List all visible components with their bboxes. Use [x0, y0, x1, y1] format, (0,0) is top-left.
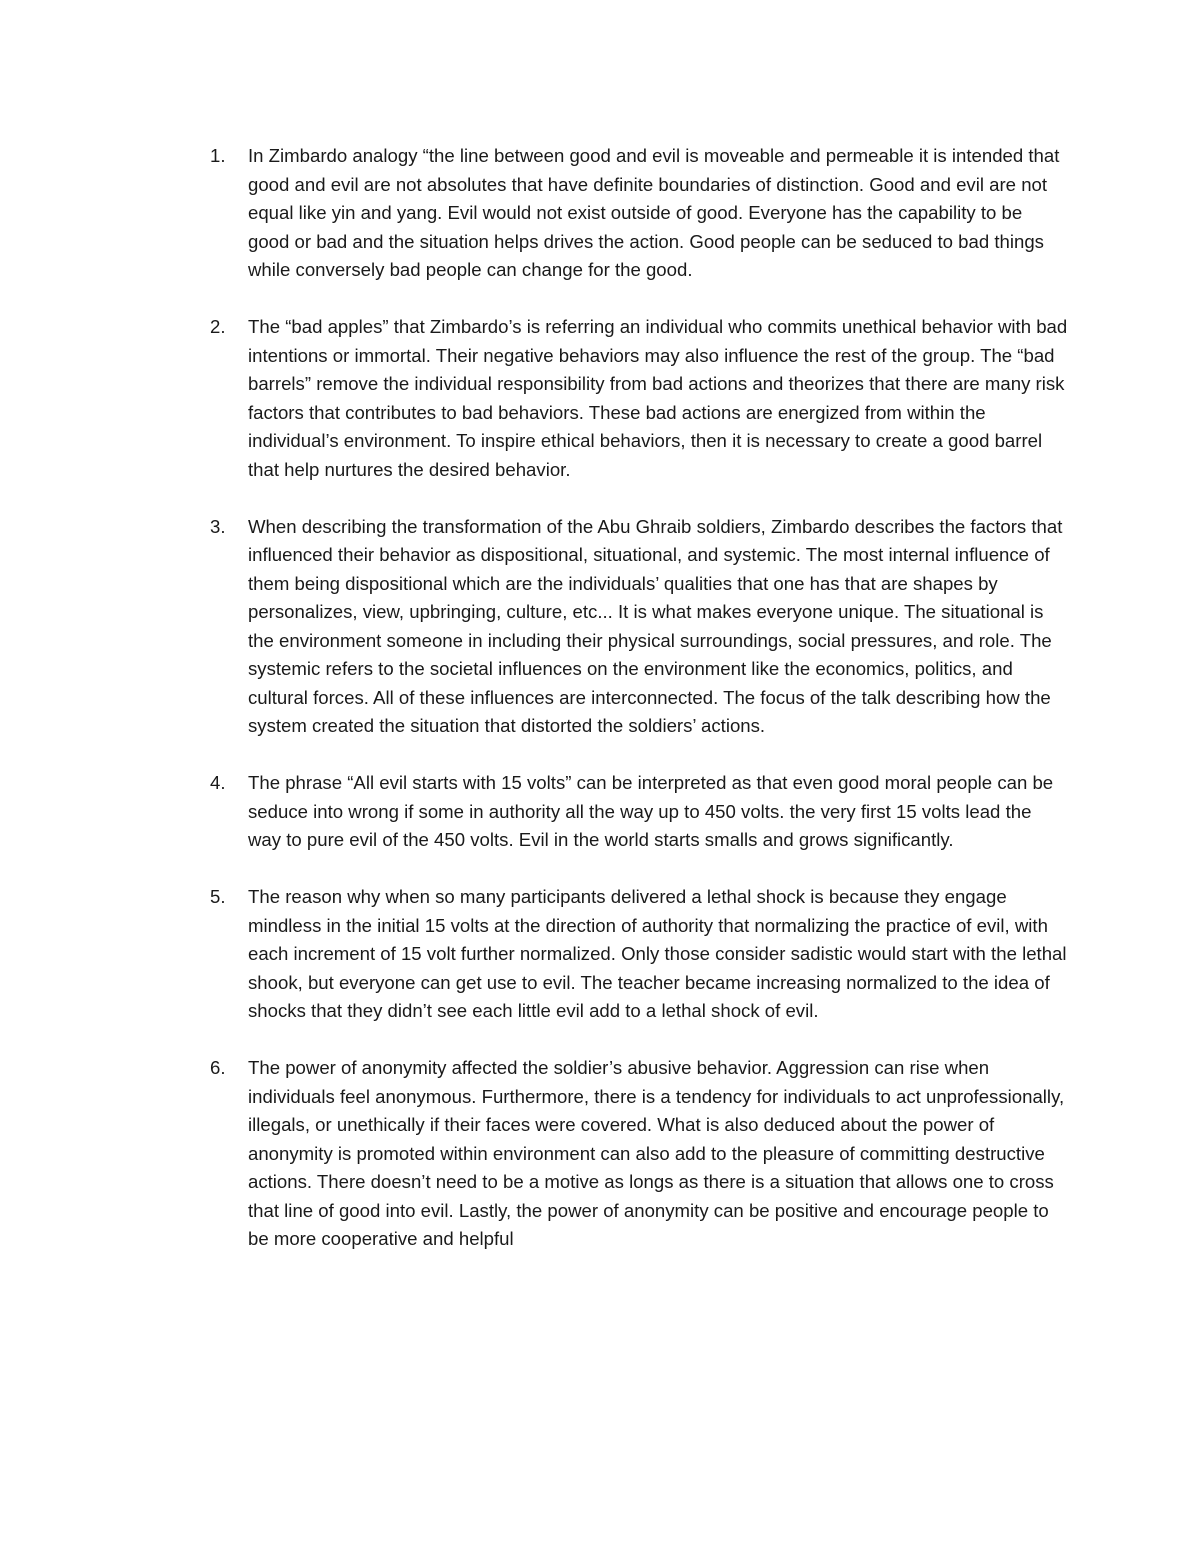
item-text: The “bad apples” that Zimbardo’s is referring an individual who commits unethical behavior with bad intentions or immortal. Their negative behaviors may also influence the rest of the group. The “bad barrels” remove the individual responsibility from bad actions and theorizes that there are many risk factors that contributes to bad behaviors. These bad actions are energized from within the individual’s environment. To inspire ethical behaviors, then it is necessary to create a good barrel that help nurtures the desired behavior. — [248, 316, 1068, 480]
item-number: 1. — [210, 145, 226, 166]
item-text: When describing the transformation of the Abu Ghraib soldiers, Zimbardo describes the factors that influenced their behavior as dispositional, situational, and systemic. The most internal influence of them being dispositional which are the individuals’ qualities that one has that are shapes by personalizes, view, upbringing, culture, etc... It is what makes everyone unique. The situational is the environment someone in including their physical surroundings, social pressures, and role. The systemic refers to the societal influences on the environment like the economics, politics, and cultural forces. All of these influences are interconnected. The focus of the talk describing how the system created the situation that distorted the soldiers’ actions. — [248, 515, 1063, 736]
item-text: The phrase “All evil starts with 15 volts” can be interpreted as that even good moral people can be seduce into wrong if some in authority all the way up to 450 volts. the very first 15 volts lead the way to pure evil of the 450 volts. Evil in the world starts smalls and grows significantly. — [248, 772, 1054, 850]
item-number: 4. — [210, 772, 226, 793]
item-text: The reason why when so many participants delivered a lethal shock is because they engage mindless in the initial 15 volts at the direction of authority that normalizing the practice of evil, with each increment of 15 volt further normalized. Only those consider sadistic would start with the lethal shook, but everyone can get use to evil. The teacher became increasing normalized to the idea of shocks that they didn’t see each little evil add to a lethal shock of evil. — [248, 886, 1067, 1021]
item-number: 2. — [210, 316, 226, 337]
item-number: 6. — [210, 1057, 226, 1078]
item-text: In Zimbardo analogy “the line between good and evil is moveable and permeable it is intended that good and evil are not absolutes that have definite boundaries of distinction. Good and evil are not equal like yin and yang. Evil would not exist outside of good. Everyone has the capability to be good or bad and the situation helps drives the action. Good people can be seduced to bad things while conversely bad people can change for the good. — [248, 145, 1060, 280]
list-item — [210, 142, 1068, 285]
list-item — [210, 1054, 1068, 1254]
answer-list — [210, 142, 1068, 1282]
list-item — [210, 883, 1068, 1026]
list-item — [210, 513, 1068, 741]
item-text: The power of anonymity affected the soldier’s abusive behavior. Aggression can rise when individuals feel anonymous. Furthermore, there is a tendency for individuals to act unprofessionally, illegals, or unethically if their faces were covered. What is also deduced about the power of anonymity is promoted within environment can also add to the pleasure of committing destructive actions. There doesn’t need to be a motive as longs as there is a situation that allows one to cross that line of good into evil. Lastly, the power of anonymity can be positive and encourage people to be more cooperative and helpful — [248, 1057, 1065, 1249]
list-item — [210, 313, 1068, 484]
list-item — [210, 769, 1068, 855]
item-number: 5. — [210, 886, 226, 907]
item-number: 3. — [210, 515, 226, 537]
